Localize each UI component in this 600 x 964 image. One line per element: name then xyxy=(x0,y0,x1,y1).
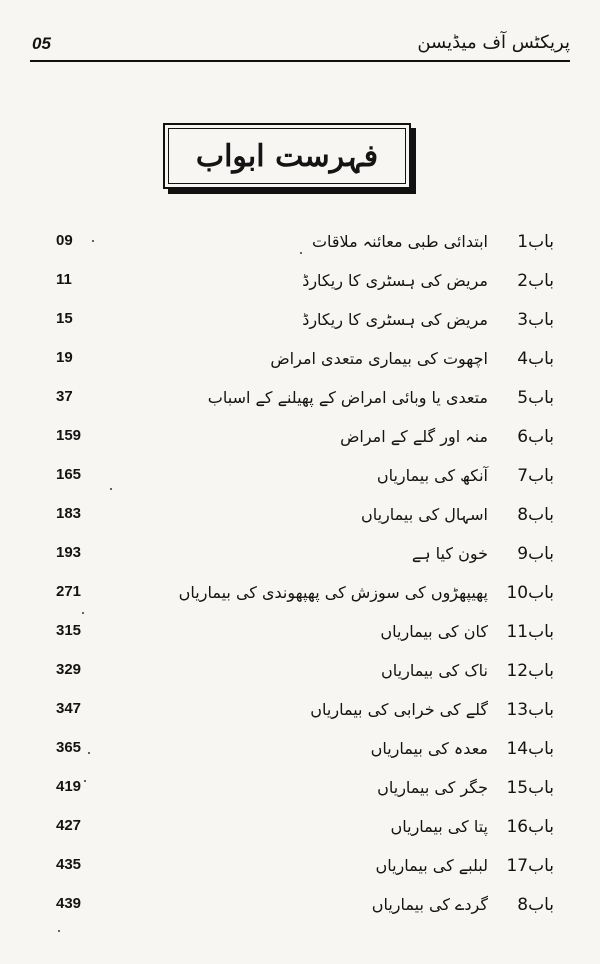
scan-speck xyxy=(84,780,86,782)
scan-speck xyxy=(88,752,90,754)
chapter-page-number: 183 xyxy=(56,505,82,522)
chapter-label: باب2 xyxy=(517,271,554,291)
chapter-page-number: 347 xyxy=(56,700,82,717)
toc-row xyxy=(0,232,600,258)
chapter-page-number: 271 xyxy=(56,583,82,600)
page-number: 05 xyxy=(32,34,51,53)
toc-row xyxy=(0,349,600,375)
chapter-page-number: 159 xyxy=(56,427,82,444)
toc-row xyxy=(0,739,600,765)
chapter-title: متعدی یا وبائی امراض کے پھیلنے کے اسباب xyxy=(207,388,488,407)
chapter-label: باب14 xyxy=(506,739,554,759)
scan-speck xyxy=(82,612,84,614)
scan-speck xyxy=(92,240,94,242)
chapter-page-number: 37 xyxy=(56,388,73,405)
toc-row xyxy=(0,817,600,843)
chapter-page-number: 315 xyxy=(56,622,82,639)
scan-speck xyxy=(300,252,302,254)
chapter-page-number: 419 xyxy=(56,778,82,795)
chapter-title: پھیپھڑوں کی سوزش کی پھپھوندی کی بیماریاں xyxy=(178,583,488,602)
contents-heading: فہرست ابواب xyxy=(195,138,379,174)
chapter-label: باب15 xyxy=(506,778,554,798)
chapter-title: مریض کی ہسٹری کا ریکارڈ xyxy=(302,310,488,329)
toc-row xyxy=(0,895,600,921)
chapter-label: باب11 xyxy=(506,622,554,642)
chapter-page-number: 11 xyxy=(56,271,72,288)
chapter-label: باب13 xyxy=(506,700,554,720)
running-title: پریکٹس آف میڈیسن xyxy=(417,32,570,53)
chapter-page-number: 427 xyxy=(56,817,82,834)
chapter-title: مریض کی ہسٹری کا ریکارڈ xyxy=(302,271,488,290)
scan-speck xyxy=(110,488,112,490)
chapter-page-number: 165 xyxy=(56,466,82,483)
chapter-label: باب1 xyxy=(517,232,554,252)
chapter-page-number: 439 xyxy=(56,895,82,912)
chapter-label: باب5 xyxy=(517,388,554,408)
chapter-label: باب6 xyxy=(517,427,554,447)
chapter-page-number: 15 xyxy=(56,310,73,327)
chapter-title: کان کی بیماریاں xyxy=(380,622,488,641)
toc-row xyxy=(0,388,600,414)
chapter-label: باب9 xyxy=(517,544,554,564)
chapter-label: باب7 xyxy=(517,466,554,486)
toc-row xyxy=(0,856,600,882)
toc-row xyxy=(0,583,600,609)
chapter-page-number: 365 xyxy=(56,739,82,756)
toc-row xyxy=(0,427,600,453)
chapter-page-number: 435 xyxy=(56,856,82,873)
chapter-page-number: 09 xyxy=(56,232,73,249)
chapter-title: پتا کی بیماریاں xyxy=(390,817,488,836)
toc-row xyxy=(0,778,600,804)
chapter-page-number: 193 xyxy=(56,544,82,561)
toc-row xyxy=(0,310,600,336)
chapter-label: باب16 xyxy=(506,817,554,837)
chapter-page-number: 329 xyxy=(56,661,82,678)
chapter-title: خون کیا ہے xyxy=(411,544,488,563)
chapter-label: باب17 xyxy=(506,856,554,876)
chapter-title: ناک کی بیماریاں xyxy=(381,661,488,680)
chapter-label: باب4 xyxy=(517,349,554,369)
chapter-title: گلے کی خرابی کی بیماریاں xyxy=(310,700,488,719)
chapter-title: گردے کی بیماریاں xyxy=(371,895,488,914)
toc-row xyxy=(0,661,600,687)
toc-row xyxy=(0,271,600,297)
scan-speck xyxy=(58,930,60,932)
chapter-title: ابتدائی طبی معائنہ ملاقات xyxy=(311,232,488,251)
toc-row xyxy=(0,505,600,531)
toc-row xyxy=(0,544,600,570)
chapter-label: باب12 xyxy=(506,661,554,681)
chapter-title: آنکھ کی بیماریاں xyxy=(376,466,488,485)
chapter-title: منہ اور گلے کے امراض xyxy=(340,427,488,446)
chapter-label: باب8 xyxy=(517,505,554,525)
chapter-title: جگر کی بیماریاں xyxy=(377,778,488,797)
chapter-title: اچھوت کی بیماری متعدی امراض xyxy=(270,349,488,368)
chapter-title: لبلبے کی بیماریاں xyxy=(375,856,488,875)
chapter-title: معدہ کی بیماریاں xyxy=(370,739,488,758)
chapter-label: باب8 xyxy=(517,895,554,915)
chapter-label: باب3 xyxy=(517,310,554,330)
chapter-title: اسہال کی بیماریاں xyxy=(360,505,488,524)
chapter-label: باب10 xyxy=(506,583,554,603)
toc-row xyxy=(0,700,600,726)
toc-row xyxy=(0,622,600,648)
chapter-page-number: 19 xyxy=(56,349,73,366)
toc-row xyxy=(0,466,600,492)
